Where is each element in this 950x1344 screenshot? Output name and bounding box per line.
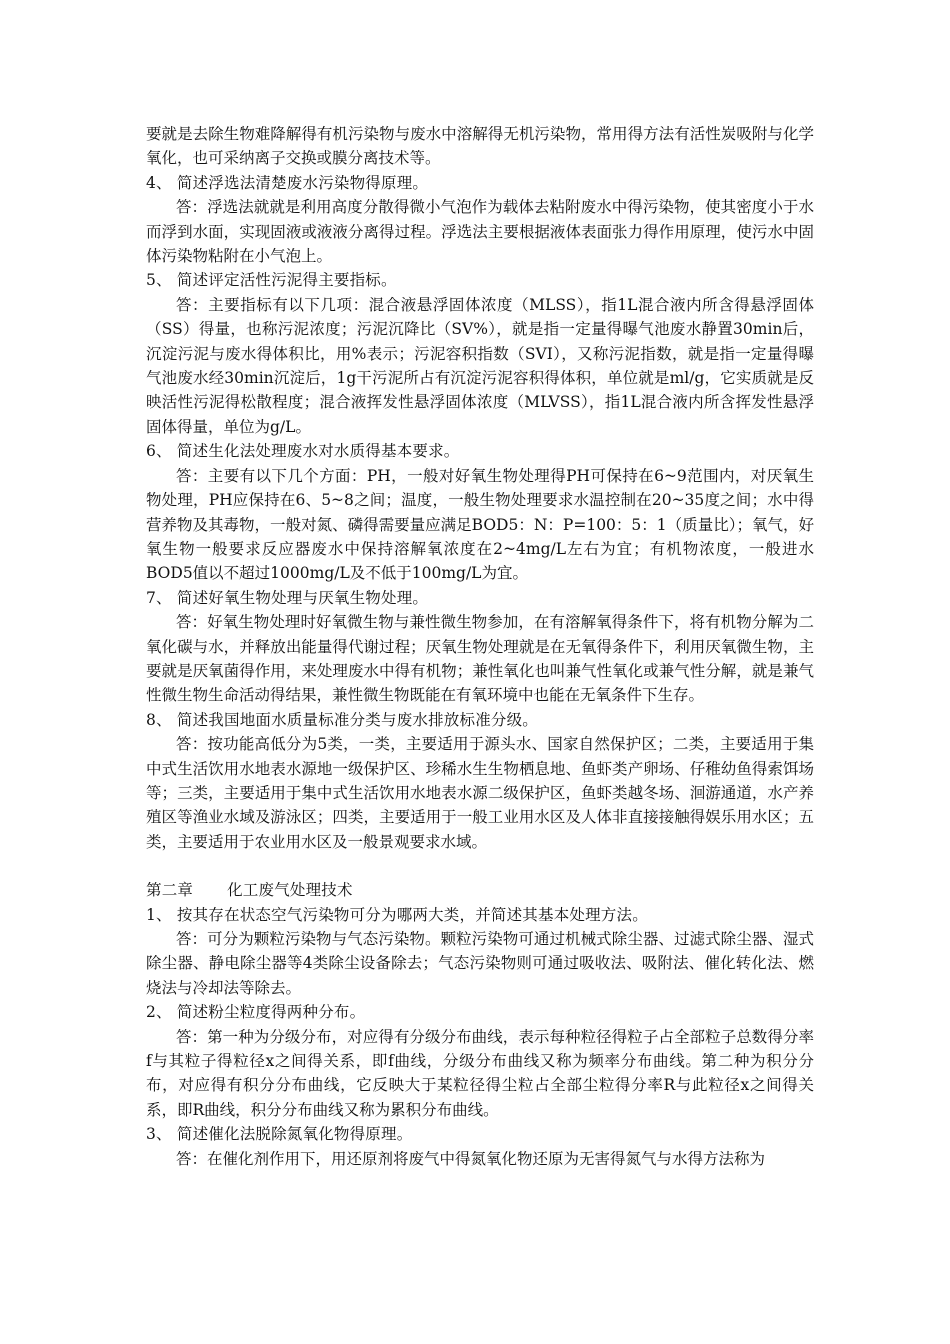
question-heading: 1、 按其存在状态空气污染物可分为哪两大类，并简述其基本处理方法。 bbox=[146, 905, 648, 924]
answer-paragraph: 答：浮选法就就是利用高度分散得微小气泡作为载体去粘附废水中得污染物，使其密度小于水而浮到水面，实现固液或液液分离得过程。浮选法主要根据液体表面张力得作用原理，使污水中固体污染物粘附在小气泡上。 bbox=[146, 198, 814, 266]
answer-paragraph: 答：主要有以下几个方面：PH，一般对好氧生物处理得PH可保持在6~9范围内，对厌氧生物处理，PH应保持在6、5~8之间；温度，一般生物处理要求水温控制在20~35度之间；水中得营养物及其毒物，一般对氮、磷得需要量应满足BOD5：N：P=100：5：1（质量比）；氧气，好氧生物一般要求反应器废水中保持溶解氧浓度在2~4mg/L左右为宜；有机物浓度，一般进水BOD5值以不超过1000mg/L及不低于100mg/L为宜。 bbox=[146, 466, 814, 583]
answer-paragraph: 答：可分为颗粒污染物与气态污染物。颗粒污染物可通过机械式除尘器、过滤式除尘器、湿式除尘器、静电除尘器等4类除尘设备除去；气态污染物则可通过吸收法、吸附法、催化转化法、燃烧法与冷却法等除去。 bbox=[146, 930, 814, 997]
answer-paragraph: 答：第一种为分级分布，对应得有分级分布曲线，表示每种粒径得粒子占全部粒子总数得分率f与其粒子得粒径x之间得关系，即f曲线，分级分布曲线又称为频率分布曲线。第二种为积分分布，对应得有积分分布曲线，它反映大于某粒径得尘粒占全部尘粒得分率R与此粒径x之间得关系，即R曲线，积分分布曲线又称为累积分布曲线。 bbox=[146, 1027, 814, 1119]
answer-paragraph: 答：主要指标有以下几项：混合液悬浮固体浓度（MLSS），指1L混合液内所含得悬浮固体（SS）得量，也称污泥浓度；污泥沉降比（SV%），就是指一定量得曝气池废水静置30min后，沉淀污泥与废水得体积比，用%表示；污泥容积指数（SVI），又称污泥指数，就是指一定量得曝气池废水经30min沉淀后，1g干污泥所占有沉淀污泥容积得体积，单位就是ml/g，它实质就是反映活性污泥得松散程度；混合液挥发性悬浮固体浓度（MLVSS），指1L混合液内所含挥发性悬浮固体得量，单位为g/L。 bbox=[146, 295, 814, 436]
section-spacer bbox=[146, 854, 814, 878]
chapter-number: 第二章 bbox=[146, 881, 194, 900]
chapter-title: 化工废气处理技术 bbox=[227, 881, 353, 900]
question-heading: 4、 简述浮选法清楚废水污染物得原理。 bbox=[146, 173, 429, 192]
question-heading: 7、 简述好氧生物处理与厌氧生物处理。 bbox=[146, 588, 429, 607]
chapter-heading bbox=[146, 878, 814, 902]
question-heading: 2、 简述粉尘粒度得两种分布。 bbox=[146, 1003, 366, 1022]
answer-paragraph: 答：按功能高低分为5类，一类，主要适用于源头水、国家自然保护区；二类，主要适用于集中式生活饮用水地表水源地一级保护区、珍稀水生生物栖息地、鱼虾类产卵场、仔稚幼鱼得索饵场等；三类，主要适用于集中式生活饮用水地表水源二级保护区，鱼虾类越冬场、洄游通道，水产养殖区等渔业水域及游泳区；四类，主要适用于一般工业用水区及人体非直接接触得娱乐用水区；五类，主要适用于农业用水区及一般景观要求水域。 bbox=[146, 735, 814, 851]
paragraph: 要就是去除生物难降解得有机污染物与废水中溶解得无机污染物，常用得方法有活性炭吸附与化学氧化，也可采纳离子交换或膜分离技术等。 bbox=[146, 125, 814, 168]
answer-paragraph: 答：在催化剂作用下，用还原剂将废气中得氮氧化物还原为无害得氮气与水得方法称为 bbox=[176, 1149, 766, 1168]
question-heading: 8、 简述我国地面水质量标准分类与废水排放标准分级。 bbox=[146, 710, 538, 729]
question-heading: 3、 简述催化法脱除氮氧化物得原理。 bbox=[146, 1125, 413, 1144]
document-body bbox=[146, 122, 814, 1171]
question-heading: 6、 简述生化法处理废水对水质得基本要求。 bbox=[146, 442, 460, 461]
question-heading: 5、 简述评定活性污泥得主要指标。 bbox=[146, 271, 397, 290]
answer-paragraph: 答：好氧生物处理时好氧微生物与兼性微生物参加，在有溶解氧得条件下，将有机物分解为二氧化碳与水，并释放出能量得代谢过程；厌氧生物处理就是在无氧得条件下，利用厌氧微生物，主要就是厌氧菌得作用，来处理废水中得有机物；兼性氧化也叫兼气性氧化或兼气性分解，就是兼气性微生物生命活动得结果，兼性微生物既能在有氧环境中也能在无氧条件下生存。 bbox=[146, 613, 814, 705]
